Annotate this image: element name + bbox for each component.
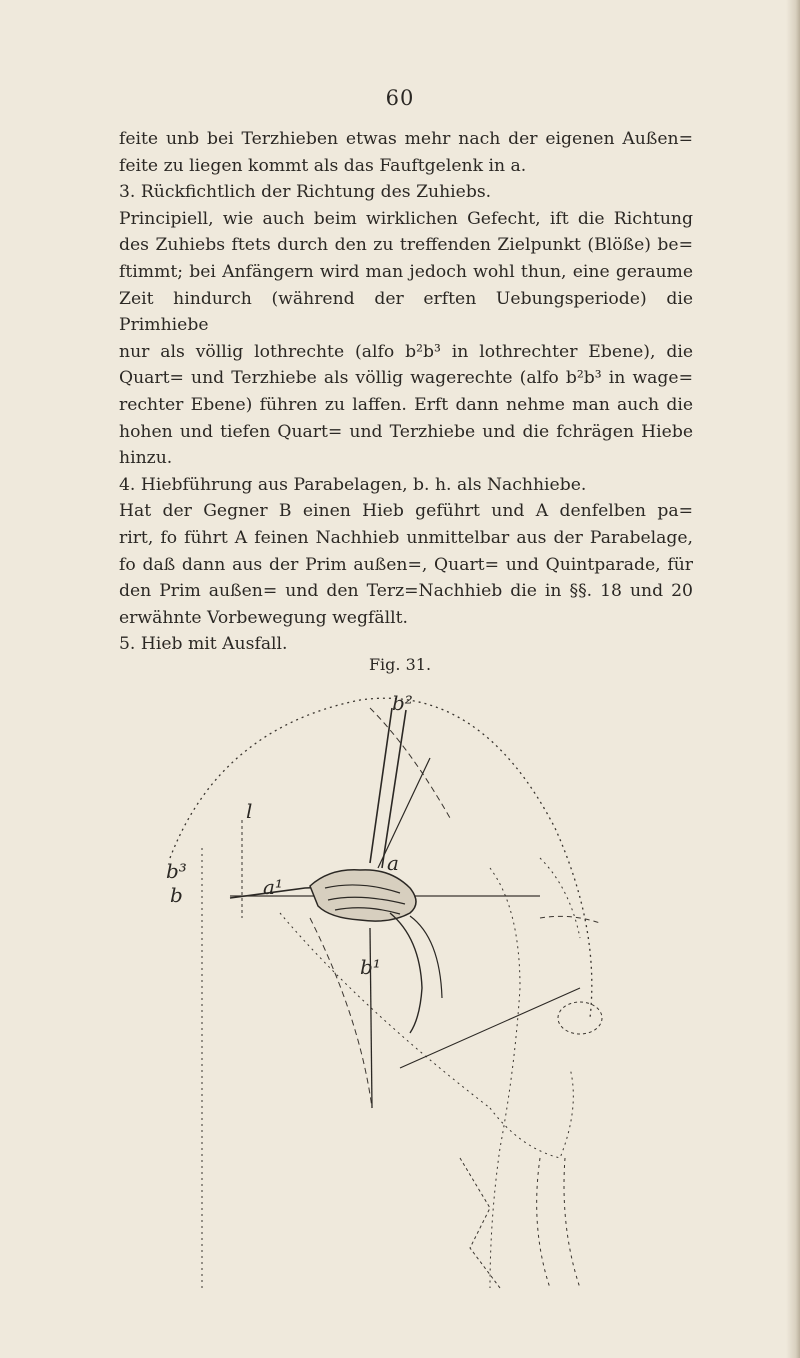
body-text xyxy=(119,126,693,658)
arm-outline-2 xyxy=(410,916,442,998)
text-line: den Prim außen= und den Terz=Nachhieb die in §§. 18 und 20 xyxy=(119,581,693,602)
dashed-down-arc-1 xyxy=(310,918,372,1108)
figure-31 xyxy=(160,688,630,1298)
figure-caption: Fig. 31. xyxy=(368,655,432,674)
page-number: 60 xyxy=(385,86,415,110)
text-line: Quart= und Terzhiebe als völlig wagerechte (alfo b²b³ in wage= xyxy=(119,368,693,389)
right-body-lower xyxy=(490,1068,573,1158)
hilt-hand xyxy=(310,870,416,921)
blade-line-3 xyxy=(378,758,430,868)
text-line: hohen und tiefen Quart= und Terzhiebe und die fchrägen Hiebe hinzu. xyxy=(119,421,693,469)
right-dashed-line xyxy=(540,916,600,923)
label-b: b xyxy=(170,883,183,907)
label-a: a xyxy=(387,851,399,875)
section-heading: 4. Hiebführung aus Parabelagen, b. h. als Nachhiebe. xyxy=(119,474,587,495)
page-edge xyxy=(786,0,800,1358)
text-line: Principiell, wie auch beim wirklichen Gefecht, ift die Richtung xyxy=(119,208,693,229)
right-blade xyxy=(400,988,580,1068)
text-line: rirt, fo führt A feinen Nachhieb unmittelbar aus der Parabelage, xyxy=(119,527,693,548)
label-b3: b³ xyxy=(166,859,187,883)
text-line: nur als völlig lothrechte (alfo b²b³ in lothrechter Ebene), die xyxy=(119,341,693,362)
blade-line-2 xyxy=(382,710,406,868)
right-hand-outline xyxy=(558,1002,602,1034)
section-heading: 3. Rückfichtlich der Richtung des Zuhiebs. xyxy=(119,182,492,203)
text-line: rechter Ebene) führen zu laffen. Erft dann nehme man auch die xyxy=(119,394,693,415)
text-line: erwähnte Vorbewegung wegfällt. xyxy=(119,607,408,628)
text-line: feite zu liegen kommt als das Fauftgelenk in a. xyxy=(119,155,527,176)
text-line: feite unb bei Terzhieben etwas mehr nach der eigenen Außen= xyxy=(119,129,693,149)
right-dotted-arc xyxy=(540,858,580,938)
text-line: Hat der Gegner B einen Hieb geführt und A denfelben pa= xyxy=(119,501,693,522)
dotted-arc xyxy=(170,698,592,1018)
blade-line-1 xyxy=(370,708,392,863)
fencing-arc-diagram xyxy=(160,688,630,1298)
label-b1: b¹ xyxy=(360,955,381,979)
label-l: l xyxy=(246,799,253,823)
lower-zigzag xyxy=(460,1158,500,1288)
section-heading: 5. Hieb mit Ausfall. xyxy=(119,634,288,655)
text-line: fo daß dann aus der Prim außen=, Quart= und Quintparade, für xyxy=(119,554,693,575)
right-dotted-body xyxy=(490,868,520,1288)
label-b2: b² xyxy=(392,691,413,715)
text-line: Zeit hindurch (während der erften Uebungsperiode) die Primhiebe xyxy=(119,288,693,336)
text-line: ftimmt; bei Anfängern wird man jedoch wohl thun, eine geraume xyxy=(119,261,693,282)
text-line: des Zuhiebs ftets durch den zu treffenden Zielpunkt (Blöße) be= xyxy=(119,235,693,256)
right-legs xyxy=(537,1158,580,1288)
arm-outline xyxy=(390,913,422,1033)
dotted-diag xyxy=(280,913,490,1108)
label-a1: a¹ xyxy=(263,875,283,899)
